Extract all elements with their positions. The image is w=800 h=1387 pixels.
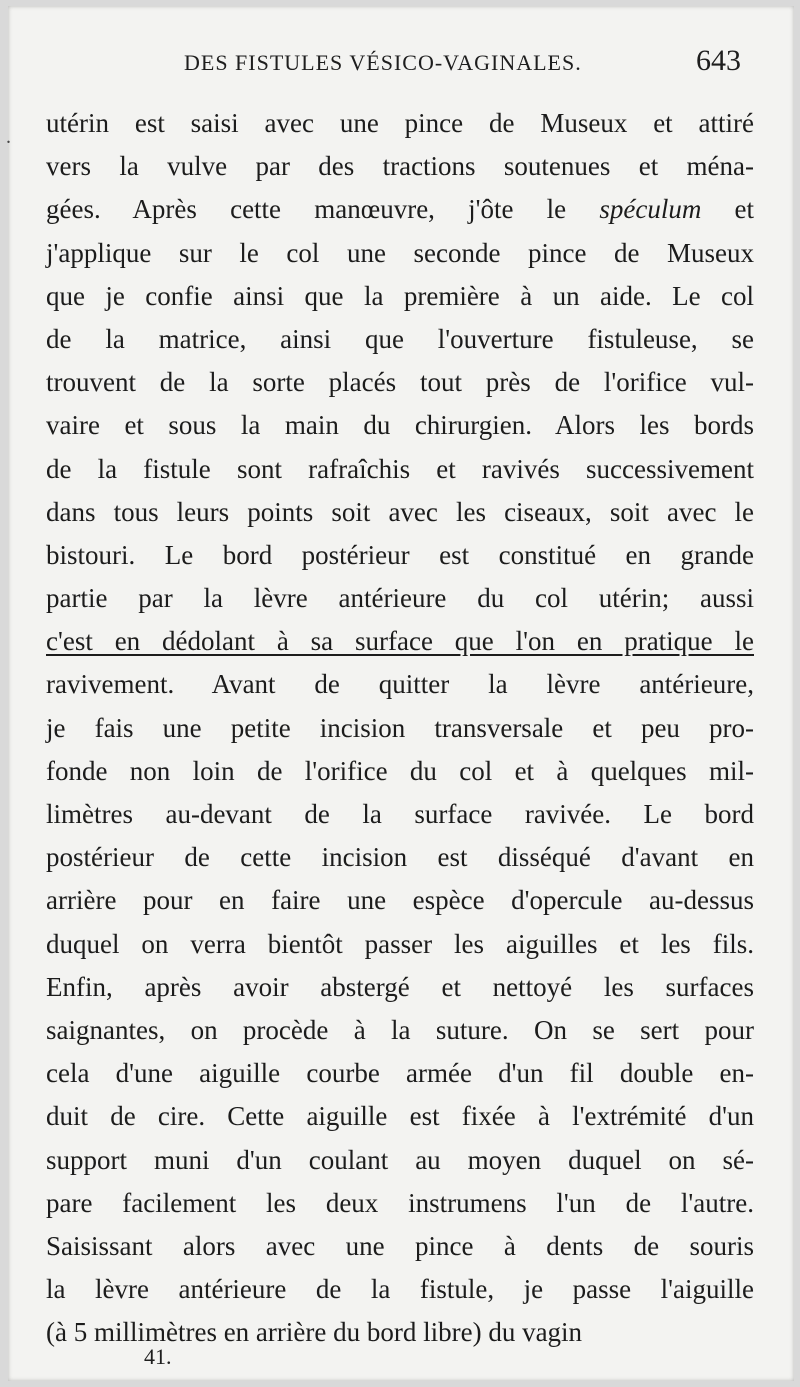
text-line: ravivement. Avant de quitter la lèvre antérieure, (46, 669, 754, 700)
running-title: DES FISTULES VÉSICO-VAGINALES. (184, 50, 582, 75)
text-line: la lèvre antérieure de la fistule, je passe l'aiguille (46, 1274, 754, 1305)
text-line: Saisissant alors avec une pince à dents de souris (46, 1230, 754, 1261)
text-line: saignantes, on procède à la suture. On se sert pour (46, 1014, 754, 1045)
text-line: (à 5 millimètres en arrière du bord libre) du vagin (46, 1317, 583, 1348)
text-line: utérin est saisi avec une pince de Museux et attiré (46, 108, 754, 138)
signature-mark: 41. (144, 1344, 172, 1369)
text-line: de la fistule sont rafraîchis et ravivés successivement (46, 453, 754, 484)
text-line: dans tous leurs points soit avec les ciseaux, soit avec le (46, 496, 754, 527)
text-line: que je confie ainsi que la première à un aide. Le col (46, 280, 754, 311)
text-line: pare facilement les deux instrumens l'un de l'autre. (46, 1187, 754, 1218)
text-line: je fais une petite incision transversale et peu pro- (46, 712, 754, 743)
text-line: partie par la lèvre antérieure du col utérin; aussi (46, 583, 754, 614)
body-text (46, 102, 754, 1354)
text-line: trouvent de la sorte placés tout près de l'orifice vul- (46, 367, 754, 398)
text-line: postérieur de cette incision est disséqué d'avant en (46, 842, 754, 873)
text-line: j'applique sur le col une seconde pince de Museux (46, 237, 754, 268)
italic-term: spéculum (599, 194, 702, 225)
text-line-italic: gées. Après cette manœuvre, j'ôte le spéculum et (46, 194, 754, 225)
text-line: bistouri. Le bord postérieur est constitué en grande (46, 539, 754, 570)
text-line: duit de cire. Cette aiguille est fixée à l'extrémité d'un (46, 1101, 754, 1132)
text-line: arrière pour en faire une espèce d'opercule au-dessus (46, 885, 754, 916)
text-line: fonde non loin de l'orifice du col et à quelques mil- (46, 755, 754, 786)
text-line: de la matrice, ainsi que l'ouverture fistuleuse, se (46, 323, 754, 354)
text-line: Enfin, après avoir abstergé et nettoyé les surfaces (46, 971, 754, 1002)
text-line: duquel on verra bientôt passer les aiguilles et les fils. (46, 928, 754, 959)
text-line: vaire et sous la main du chirurgien. Alors les bords (46, 410, 754, 441)
text-line: cela d'une aiguille courbe armée d'un fil double en- (46, 1058, 754, 1089)
text-line: limètres au-devant de la surface ravivée. Le bord (46, 799, 754, 829)
page-number: 643 (696, 44, 741, 77)
text-line-underlined: c'est en dédolant à sa surface que l'on en pratique le (46, 626, 754, 657)
text-line: vers la vulve par des tractions soutenues et ména- (46, 151, 754, 182)
margin-mark: . (6, 126, 11, 148)
text-line: support muni d'un coulant au moyen duquel on sé- (46, 1144, 754, 1175)
page-header (0, 44, 800, 84)
